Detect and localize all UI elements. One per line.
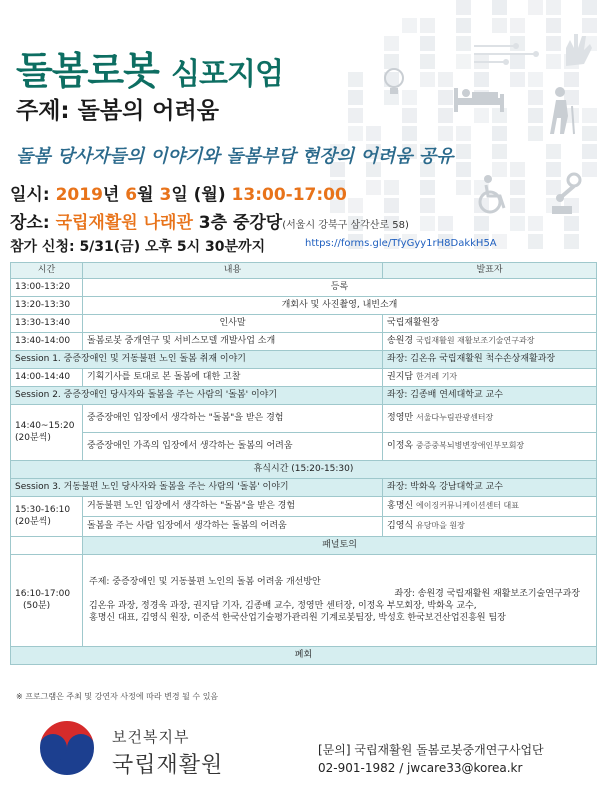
session-chair: 좌장: 김종배 연세대학교 교수 — [383, 387, 597, 405]
presenter-name: 송원경 — [387, 335, 414, 346]
presenter-name: 정영만 — [387, 412, 414, 423]
contact-line-2: 02-901-1982 / jwcare33@korea.kr — [318, 761, 523, 775]
pixel-tile — [456, 126, 471, 141]
pixel-tile — [348, 126, 363, 141]
panel-members-1: 김온유 과장, 정경욱 과장, 권지담 기자, 김종배 교수, 정영만 센터장, 이정옥 부모회장, 박화옥 교수, — [89, 601, 477, 611]
pixel-tile — [438, 108, 453, 123]
session-title: Session 2. 중증장애인 당사자와 돌봄을 주는 사람의 '돌봄' 이야기 — [11, 387, 383, 405]
pixel-tile — [528, 90, 543, 105]
row-content: 거동불편 노인 입장에서 생각하는 "돌봄"을 받은 경험 — [83, 497, 383, 517]
header-content: 내용 — [83, 263, 383, 279]
pixel-tile — [438, 90, 453, 105]
date-day: 3 — [159, 185, 172, 205]
pixel-tile — [546, 0, 561, 15]
pixel-tile — [546, 18, 561, 33]
contact-line-1: [문의] 국립재활원 돌봄로봇중개연구사업단 — [318, 743, 544, 757]
row-time: 14:00-14:40 — [11, 369, 83, 387]
pixel-tile — [366, 180, 381, 195]
poster-subtitle: 돌봄 당사자들의 이야기와 돌봄부담 현장의 어려움 공유 — [16, 146, 454, 167]
pixel-tile — [456, 180, 471, 195]
panel-label: 패널토의 — [83, 537, 597, 555]
pixel-tile — [456, 18, 471, 33]
row-time — [11, 405, 83, 461]
table-row — [11, 517, 597, 537]
pixel-tile — [402, 18, 417, 33]
pixel-tile — [420, 198, 435, 213]
row-presenter — [383, 497, 597, 517]
row-content: 기획기사를 토대로 본 돌봄에 대한 고찰 — [83, 369, 383, 387]
pixel-tile — [420, 18, 435, 33]
presenter-name: 권지담 — [387, 371, 414, 382]
pixel-tile — [456, 162, 471, 177]
session-title: Session 1. 중증장애인 및 거동불편 노인 돌봄 취재 이야기 — [11, 351, 383, 369]
presenter-name: 김영식 — [387, 520, 414, 531]
hand-icon — [560, 30, 596, 70]
row-presenter — [383, 369, 597, 387]
row-presenter — [383, 517, 597, 537]
wheelchair-icon — [476, 174, 510, 214]
poster-header — [0, 0, 600, 262]
pixel-tile — [582, 126, 597, 141]
pixel-tile — [366, 126, 381, 141]
date-year: 2019 — [55, 185, 103, 205]
date-year-unit: 년 — [102, 185, 120, 205]
pixel-tile — [402, 108, 417, 123]
table-header-row — [11, 263, 597, 279]
pixel-tile — [438, 126, 453, 141]
date-month: 6 — [125, 185, 138, 205]
pixel-tile — [492, 126, 507, 141]
presenter-name: 이정옥 — [387, 440, 414, 451]
program-footnote: ※ 프로그램은 주최 및 강연자 사정에 따라 변경 될 수 있음 — [16, 692, 219, 701]
place-room: 3층 중강당 — [198, 213, 283, 233]
row-time-range: 15:30-16:10 — [15, 505, 71, 516]
session-chair: 좌장: 박화옥 강남대학교 교수 — [383, 479, 597, 497]
place-row — [10, 208, 409, 233]
panel-members-2: 홍명신 대표, 김영식 원장, 이준석 한국산업기술평가관리원 기계로봇팀장, 박성호 한국보건산업진흥원 팀장 — [89, 613, 506, 624]
date-day-unit: 일 (월) — [171, 185, 226, 205]
pixel-tile — [456, 36, 471, 51]
pixel-tile — [528, 108, 543, 123]
program-table-wrapper — [10, 262, 596, 665]
row-presenter — [383, 433, 597, 461]
pixel-tile — [582, 108, 597, 123]
row-time — [11, 555, 83, 647]
break-row — [11, 461, 597, 479]
presenter-org: 국립재활원 재활보조기술연구과장 — [415, 335, 535, 345]
row-time — [11, 497, 83, 537]
table-row — [11, 369, 597, 387]
row-content: 돌봄을 주는 사람 입장에서 생각하는 돌봄의 어려움 — [83, 517, 383, 537]
bed-icon — [452, 82, 508, 114]
pixel-tile — [564, 234, 579, 249]
pixel-tile — [438, 72, 453, 87]
pixel-tile — [510, 198, 525, 213]
pixel-tile — [546, 144, 561, 159]
pixel-tile — [564, 216, 579, 231]
pixel-tile — [582, 0, 597, 15]
session-row-2 — [11, 387, 597, 405]
lightbulb-icon — [380, 66, 408, 100]
title-main: 돌봄로봇 — [16, 49, 159, 93]
presenter-org: 에이징커뮤니케이션센터 대표 — [415, 500, 519, 510]
row-content: 인사말 — [83, 315, 383, 333]
date-time: 13:00-17:00 — [231, 185, 347, 205]
center-name: 국립재활원 — [112, 753, 224, 778]
row-content: 개회사 및 사진촬영, 내빈소개 — [83, 297, 597, 315]
date-row — [10, 180, 347, 205]
panel-chair: 좌장: 송원경 국립재활원 재활보조기술연구과장 — [394, 588, 580, 599]
presenter-name: 홍명신 — [387, 500, 414, 511]
closing-title: 폐회 — [11, 647, 597, 665]
pixel-tile — [492, 18, 507, 33]
row-presenter — [383, 405, 597, 433]
registration-link[interactable]: https://forms.gle/TfyGyy1rH8DakkH5A — [305, 238, 497, 249]
presenter-org: 유당마을 원장 — [415, 520, 465, 530]
pixel-tile — [564, 72, 579, 87]
pixel-tile — [528, 0, 543, 15]
session-title: Session 3. 거동불편 노인 당사자와 돌봄을 주는 사람의 '돌봄' 이야기 — [11, 479, 383, 497]
pixel-tile — [420, 180, 435, 195]
pixel-tile — [456, 144, 471, 159]
row-content: 등록 — [83, 279, 597, 297]
pixel-tile — [510, 180, 525, 195]
pixel-tile — [510, 72, 525, 87]
pixel-tile — [402, 126, 417, 141]
row-duration: (50분) — [23, 600, 51, 611]
row-duration: (20분씩) — [15, 432, 51, 443]
pixel-tile — [528, 72, 543, 87]
pixel-tile — [420, 72, 435, 87]
table-row — [11, 497, 597, 517]
row-time: 13:40-14:00 — [11, 333, 83, 351]
session-row-3 — [11, 479, 597, 497]
row-content: 중증장애인 가족의 입장에서 생각하는 돌봄의 어려움 — [83, 433, 383, 461]
panel-content — [83, 555, 597, 647]
table-row — [11, 333, 597, 351]
header-presenter: 발표자 — [383, 263, 597, 279]
pixel-tile — [528, 234, 543, 249]
break-title: 휴식시간 (15:20-15:30) — [11, 461, 597, 479]
place-name: 국립재활원 나래관 — [55, 213, 193, 233]
row-presenter — [383, 333, 597, 351]
header-time: 시간 — [11, 263, 83, 279]
row-duration: (20분씩) — [15, 516, 51, 527]
pixel-tile — [582, 144, 597, 159]
row-time-range: 14:40~15:20 — [15, 421, 75, 432]
pixel-tile — [510, 18, 525, 33]
presenter-org: 중증중복뇌병변장애인부모회장 — [415, 440, 525, 450]
table-row — [11, 405, 597, 433]
closing-row — [11, 647, 597, 665]
panel-row — [11, 555, 597, 647]
pixel-tile — [492, 0, 507, 15]
title-sub: 심포지엄 — [171, 57, 283, 92]
place-label: 장소: — [10, 213, 50, 233]
row-time: 13:30-13:40 — [11, 315, 83, 333]
pixel-tile — [438, 216, 453, 231]
panel-label-spacer — [11, 537, 83, 555]
pixel-tile — [456, 0, 471, 15]
place-address: (서울시 강북구 삼각산로 58) — [282, 220, 409, 231]
taeguk-logo — [34, 715, 100, 785]
session-row-1 — [11, 351, 597, 369]
pixel-tile — [474, 216, 489, 231]
date-label: 일시: — [10, 185, 50, 205]
panel-topic: 주제: 중증장애인 및 거동불편 노인의 돌봄 어려움 개선방안 — [89, 576, 321, 587]
pixel-tile — [348, 108, 363, 123]
table-row — [11, 315, 597, 333]
row-presenter: 국립재활원장 — [383, 315, 597, 333]
pixel-tile — [528, 126, 543, 141]
pixel-tile — [384, 180, 399, 195]
poster-title — [16, 40, 283, 95]
program-table — [10, 262, 597, 665]
robot-arm-icon — [546, 168, 586, 216]
pixel-tile — [510, 162, 525, 177]
pixel-tile — [348, 90, 363, 105]
presenter-org: 한겨레 기자 — [415, 371, 458, 381]
row-time-range: 16:10-17:00 — [15, 589, 71, 600]
pixel-tile — [348, 72, 363, 87]
pixel-tile — [456, 54, 471, 69]
row-time: 13:00-13:20 — [11, 279, 83, 297]
pixel-tile — [384, 36, 399, 51]
pixel-tile — [420, 54, 435, 69]
table-row — [11, 297, 597, 315]
circuit-icon — [474, 38, 558, 68]
row-content: 중증장애인 입장에서 생각하는 "돌봄"을 받은 경험 — [83, 405, 383, 433]
panel-label-row — [11, 537, 597, 555]
presenter-org: 서울다누림관광센터장 — [415, 412, 494, 422]
row-content: 돌봄로봇 중개연구 및 서비스모델 개발사업 소개 — [83, 333, 383, 351]
pixel-tile — [492, 144, 507, 159]
pixel-tile — [420, 216, 435, 231]
row-time: 13:20-13:30 — [11, 297, 83, 315]
date-month-unit: 월 — [137, 185, 154, 205]
registration-row: 참가 신청: 5/31(금) 오후 5시 30분까지 — [10, 239, 266, 255]
pixel-tile — [510, 216, 525, 231]
table-row — [11, 433, 597, 461]
poster-topic: 주제: 돌봄의 어려움 — [16, 98, 219, 124]
elderly-icon — [546, 86, 580, 136]
session-chair: 좌장: 김온유 국립재활원 척수손상재활과장 — [383, 351, 597, 369]
table-row — [11, 279, 597, 297]
ministry-name: 보건복지부 — [112, 728, 190, 746]
pixel-tile — [528, 216, 543, 231]
pixel-tile — [420, 36, 435, 51]
